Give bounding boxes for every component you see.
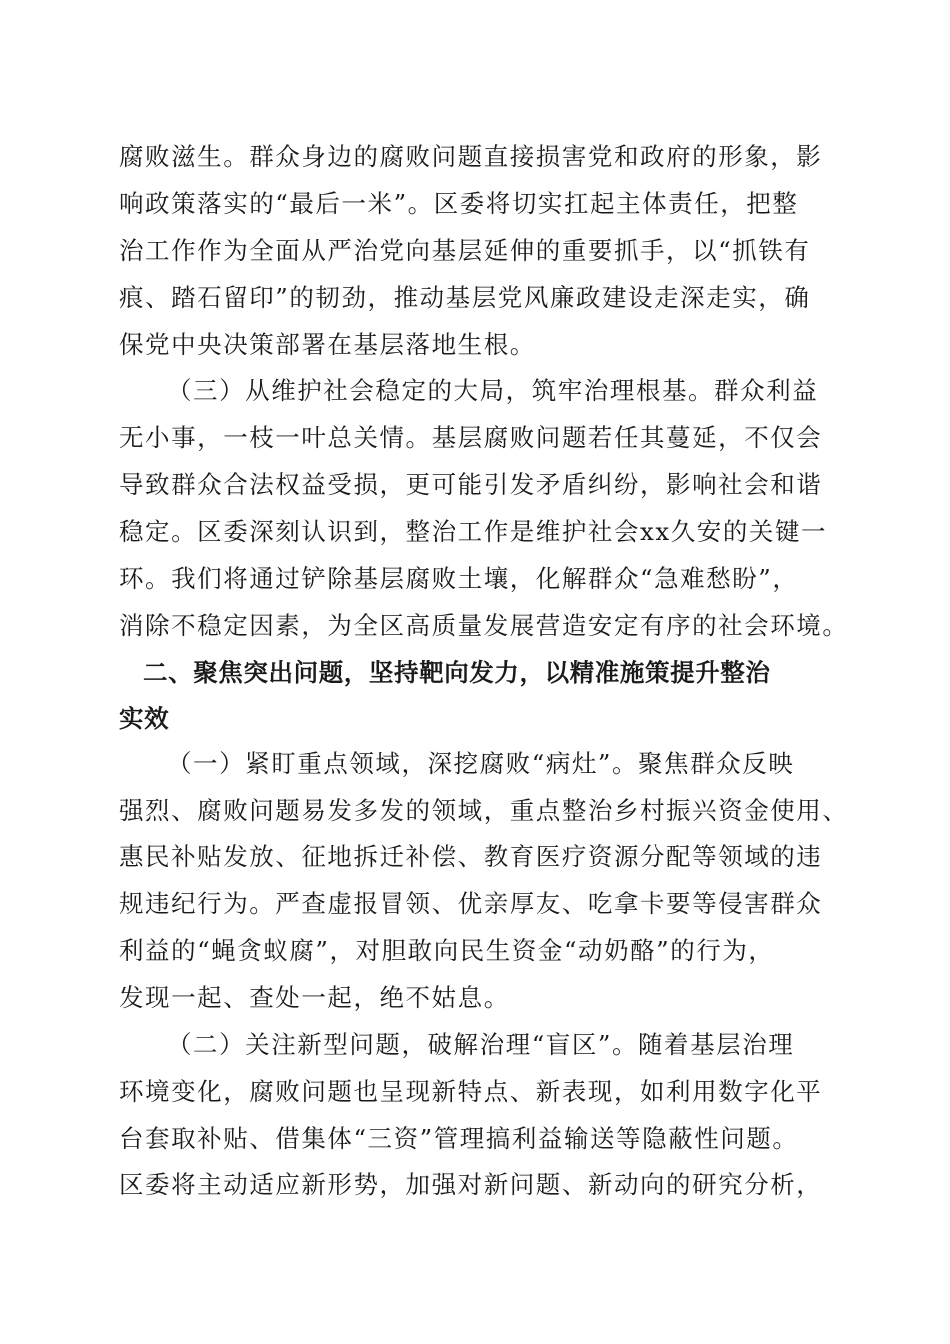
text-line: 痕、踏石留印”的韧劲，推动基层党风廉政建设走深走实，确	[119, 283, 811, 312]
text-line: 治工作作为全面从严治党向基层延伸的重要抓手，以“抓铁有	[119, 236, 811, 265]
text-line: 稳定。区委深刻认识到，整治工作是维护社会xx久安的关键一	[119, 517, 828, 546]
text-line: 无小事，一枝一叶总关情。基层腐败问题若任其蔓延，不仅会	[119, 423, 823, 452]
text-line: 导致群众合法权益受损，更可能引发矛盾纠纷，影响社会和谐	[119, 470, 823, 499]
text-line: 响政策落实的“最后一米”。区委将切实扛起主体责任，把整	[119, 189, 799, 218]
text-line: 发现一起、查处一起，绝不姑息。	[119, 983, 510, 1012]
text-line: 保党中央决策部署在基层落地生根。	[119, 330, 536, 359]
text-line: （一）紧盯重点领域，深挖腐败“病灶”。聚焦群众反映	[167, 749, 795, 778]
text-line: （三）从维护社会稳定的大局，筑牢治理根基。群众利益	[167, 376, 819, 405]
text-line: （二）关注新型问题，破解治理“盲区”。随着基层治理	[167, 1030, 795, 1059]
text-line: 消除不稳定因素，为全区高质量发展营造安定有序的社会环境。	[119, 611, 849, 640]
text-line: 区委将主动适应新形势，加强对新问题、新动向的研究分析，	[119, 1170, 823, 1199]
text-line: 环。我们将通过铲除基层腐败土壤，化解群众“急难愁盼”，	[119, 564, 799, 593]
text-line: 台套取补贴、借集体“三资”管理搞利益输送等隐蔽性问题。	[119, 1124, 799, 1153]
text-line: 惠民补贴发放、征地拆迁补偿、教育医疗资源分配等领域的违	[119, 842, 823, 871]
text-line: 规违纪行为。严查虚报冒领、优亲厚友、吃拿卡要等侵害群众	[119, 889, 823, 918]
section-heading: 实效	[119, 704, 170, 733]
text-line: 强烈、腐败问题易发多发的领域，重点整治乡村振兴资金使用、	[119, 796, 849, 825]
text-line: 利益的“蝇贪蚁腐”，对胆敢向民生资金“动奶酪”的行为，	[119, 936, 775, 965]
text-line: 环境变化，腐败问题也呈现新特点、新表现，如利用数字化平	[119, 1077, 823, 1106]
section-heading: 二、聚焦突出问题，坚持靶向发力，以精准施策提升整治	[143, 658, 771, 687]
text-line: 腐败滋生。群众身边的腐败问题直接损害党和政府的形象，影	[119, 142, 823, 171]
